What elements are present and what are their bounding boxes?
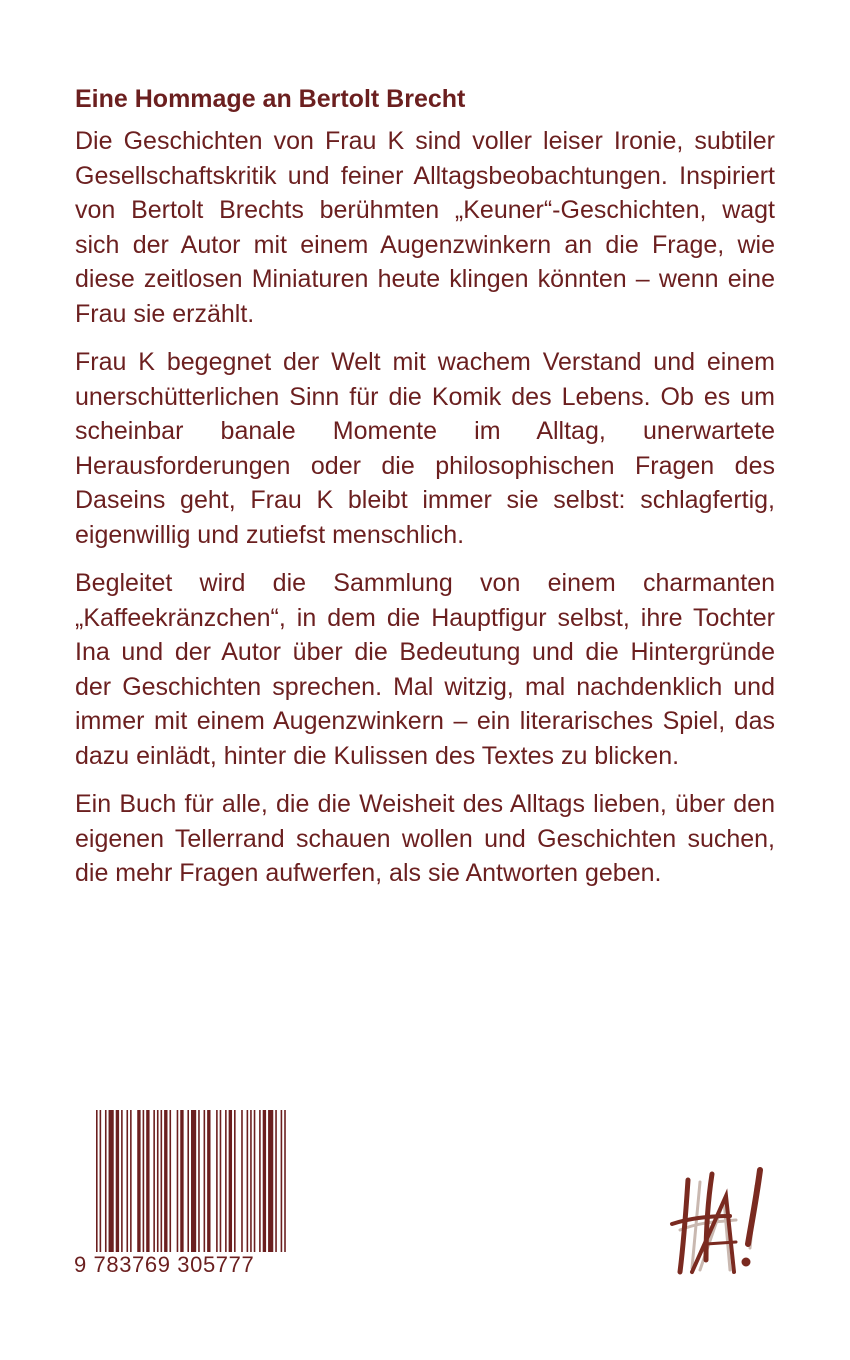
publisher-logo [660,1160,785,1280]
blurb-heading: Eine Hommage an Bertolt Brecht [75,85,466,113]
barcode-bars [96,1110,286,1252]
blurb-paragraph-4: Ein Buch für alle, die die Weisheit des Alltags lieben, über den eigenen Tellerrand schauen wollen und Geschichten suchen, die mehr Fragen aufwerfen, als sie Antworten geben. [75,790,775,887]
back-cover-text [75,82,775,905]
isbn-barcode [74,1110,286,1275]
isbn-number: 9 783769 305777 [74,1252,255,1277]
blurb-paragraph-3: Begleitet wird die Sammlung von einem charmanten „Kaffeekränzchen“, in dem die Hauptfigur selbst, ihre Tochter Ina und der Autor über die Bedeutung und die Hintergründe der Geschichten sprechen. Mal witzig, mal nachdenklich und immer mit einem Augenzwinkern – ein literarisches Spiel, das dazu einlädt, hinter die Kulissen des Textes zu blicken. [75,569,775,770]
blurb-paragraph-1: Die Geschichten von Frau K sind voller leiser Ironie, subtiler Gesellschaftskritik und feiner Alltagsbeobachtungen. Inspiriert von Bertolt Brechts berühmten „Keuner“-Geschichten, wagt sich der Autor mit einem Augenzwinkern an die Frage, wie diese zeitlosen Miniaturen heute klingen könnten – wenn eine Frau sie erzählt. [75,127,775,328]
blurb-paragraph-2: Frau K begegnet der Welt mit wachem Verstand und einem unerschütterlichen Sinn für die Komik des Lebens. Ob es um scheinbar banale Momente im Alltag, unerwartete Herausforderungen oder die philosophischen Fragen des Daseins geht, Frau K bleibt immer sie selbst: schlagfertig, eigenwillig und zutiefst menschlich. [75,348,775,549]
